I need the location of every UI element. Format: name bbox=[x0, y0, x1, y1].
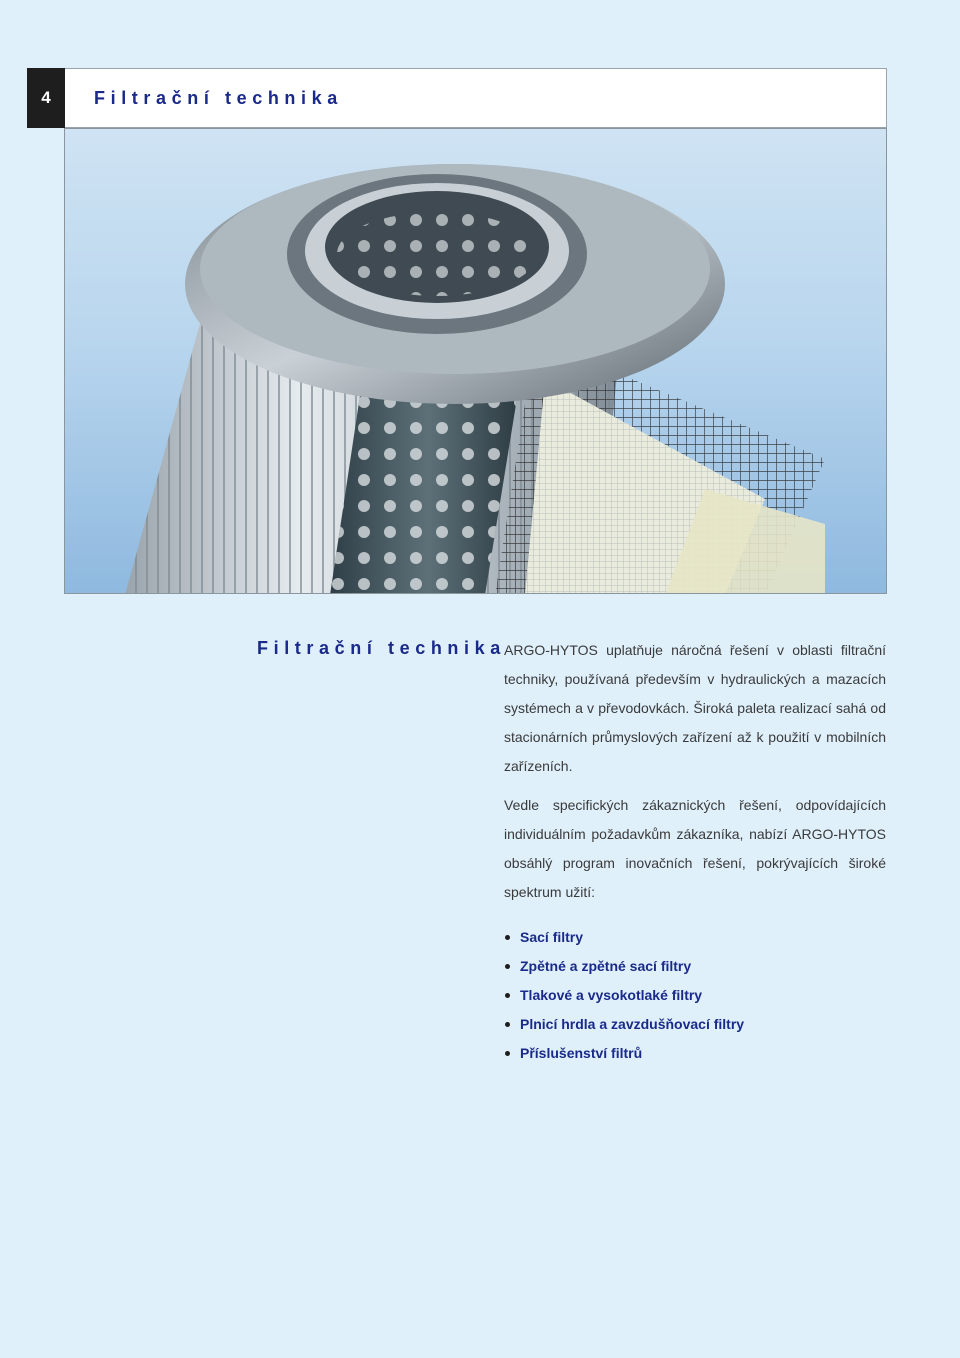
bullet-icon bbox=[505, 935, 510, 940]
offer-paragraph: Vedle specifických zákaznických řešení, odpovídajících individuálním požadavkům zákazníka, nabízí ARGO-HYTOS obsáhlý program inovačních řešení, pokrývajících široké spektrum užití: bbox=[504, 797, 886, 900]
filter-element-photo bbox=[64, 128, 887, 594]
list-item: Sací filtry bbox=[504, 923, 886, 952]
list-item: Tlakové a vysokotlaké filtry bbox=[504, 981, 886, 1010]
body-text bbox=[504, 636, 886, 1068]
intro-paragraph: ARGO-HYTOS uplatňuje náročná řešení v oblasti filtrační techniky, používaná především v hydraulických a mazacích systémech a v převodovkách. Široká paleta realizací sahá od stacionárních průmyslových zařízení až k použití v mobilních zařízeních. bbox=[504, 642, 886, 774]
bullet-icon bbox=[505, 993, 510, 998]
page-number: 4 bbox=[27, 68, 65, 128]
header-title: Filtrační technika bbox=[94, 88, 343, 108]
list-item: Plnicí hrdla a zavzdušňovací filtry bbox=[504, 1010, 886, 1039]
bullet-icon bbox=[505, 1022, 510, 1027]
filter-cutaway-illustration bbox=[65, 129, 887, 594]
bullet-icon bbox=[505, 1051, 510, 1056]
page-header bbox=[27, 68, 887, 128]
product-list bbox=[504, 923, 886, 1068]
list-item: Zpětné a zpětné sací filtry bbox=[504, 952, 886, 981]
list-item: Příslušenství filtrů bbox=[504, 1039, 886, 1068]
section-title: Filtrační technika bbox=[257, 638, 506, 658]
bullet-icon bbox=[505, 964, 510, 969]
